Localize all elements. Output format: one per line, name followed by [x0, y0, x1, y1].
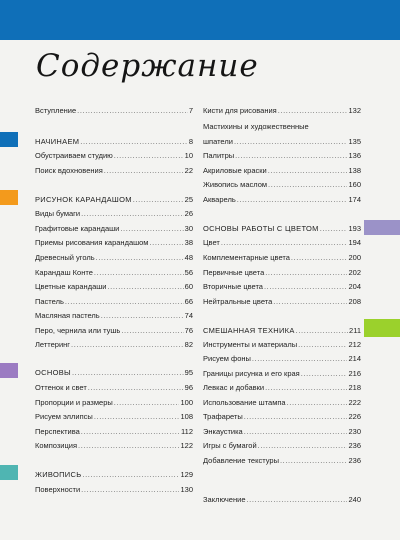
toc-entry[interactable]: Использование штампа ..... 222: [203, 398, 361, 407]
toc-entry[interactable]: Энкаустика ..... 230: [203, 427, 361, 436]
toc-entry[interactable]: Композиция ..... 122: [35, 441, 193, 450]
toc-entry[interactable]: Палитры ..... 136: [203, 151, 361, 160]
toc-entry[interactable]: Левкас и добавки ..... 218: [203, 383, 361, 392]
section-tab-lavender: [364, 220, 400, 235]
toc-section[interactable]: РИСУНОК КАРАНДАШОМ ..... 25: [35, 195, 193, 204]
section-tab-orange: [0, 190, 18, 205]
toc-entry[interactable]: Древесный уголь ..... 48: [35, 253, 193, 262]
section-tab-lime: [364, 319, 400, 337]
toc-entry[interactable]: Обустраиваем студию ..... 10: [35, 151, 193, 160]
toc-section[interactable]: ЖИВОПИСЬ ..... 129: [35, 470, 193, 479]
toc-entry[interactable]: Нейтральные цвета ..... 208: [203, 297, 361, 306]
toc-entry[interactable]: Перо, чернила или тушь ..... 76: [35, 326, 193, 335]
toc-entry[interactable]: Акварель ..... 174: [203, 195, 361, 204]
toc-entry[interactable]: Пастель ..... 66: [35, 297, 193, 306]
toc-section[interactable]: СМЕШАННАЯ ТЕХНИКА ..... 211: [203, 326, 361, 335]
toc-entry[interactable]: Карандаш Конте ..... 56: [35, 268, 193, 277]
toc-entry[interactable]: Заключение ..... 240: [203, 495, 361, 504]
toc-entry[interactable]: Пропорции и размеры ..... 100: [35, 398, 193, 407]
toc-entry[interactable]: Рисуем эллипсы ..... 108: [35, 412, 193, 421]
toc-entry[interactable]: Вступление ..... 7: [35, 106, 193, 115]
toc-entry[interactable]: Трафареты ..... 226: [203, 412, 361, 421]
top-color-bar: [0, 0, 400, 40]
section-tab-blue: [0, 132, 18, 147]
toc-section[interactable]: НАЧИНАЕМ ..... 8: [35, 137, 193, 146]
toc-entry[interactable]: Комплементарные цвета ..... 200: [203, 253, 361, 262]
toc-entry[interactable]: Живопись маслом ..... 160: [203, 180, 361, 189]
toc-section[interactable]: ОСНОВЫ ..... 95: [35, 368, 193, 377]
toc-section[interactable]: ОСНОВЫ РАБОТЫ С ЦВЕТОМ ..... 193: [203, 224, 361, 233]
toc-entry[interactable]: Границы рисунка и его края ..... 216: [203, 369, 361, 378]
toc-entry[interactable]: Цвет ..... 194: [203, 238, 361, 247]
toc-entry[interactable]: Поверхности ..... 130: [35, 485, 193, 494]
toc-entry[interactable]: Игры с бумагой ..... 236: [203, 441, 361, 450]
toc-entry[interactable]: Мастихины и художественные шпатели ..... 135: [203, 122, 361, 146]
toc-entry[interactable]: Перспектива ..... 112: [35, 427, 193, 436]
toc-entry[interactable]: Добавление текстуры ..... 236: [203, 456, 361, 465]
toc-entry[interactable]: Оттенок и свет ..... 96: [35, 383, 193, 392]
toc-entry[interactable]: Акриловые краски ..... 138: [203, 166, 361, 175]
toc-entry[interactable]: Рисуем фоны ..... 214: [203, 354, 361, 363]
toc-entry[interactable]: Вторичные цвета ..... 204: [203, 282, 361, 291]
toc-entry[interactable]: Инструменты и материалы ..... 212: [203, 340, 361, 349]
toc-entry[interactable]: Поиск вдохновения ..... 22: [35, 166, 193, 175]
toc-entry[interactable]: Первичные цвета ..... 202: [203, 268, 361, 277]
toc-entry[interactable]: Леттеринг ..... 82: [35, 340, 193, 349]
toc-entry[interactable]: Масляная пастель ..... 74: [35, 311, 193, 320]
section-tab-purple: [0, 363, 18, 378]
toc-entry[interactable]: Цветные карандаши ..... 60: [35, 282, 193, 291]
toc-entry[interactable]: Виды бумаги ..... 26: [35, 209, 193, 218]
section-tab-teal: [0, 465, 18, 480]
toc-entry[interactable]: Графитовые карандаши ..... 30: [35, 224, 193, 233]
page-title: Содержание: [36, 48, 259, 84]
toc-entry[interactable]: Кисти для рисования ..... 132: [203, 106, 361, 115]
toc-entry[interactable]: Приемы рисования карандашом ..... 38: [35, 238, 193, 247]
